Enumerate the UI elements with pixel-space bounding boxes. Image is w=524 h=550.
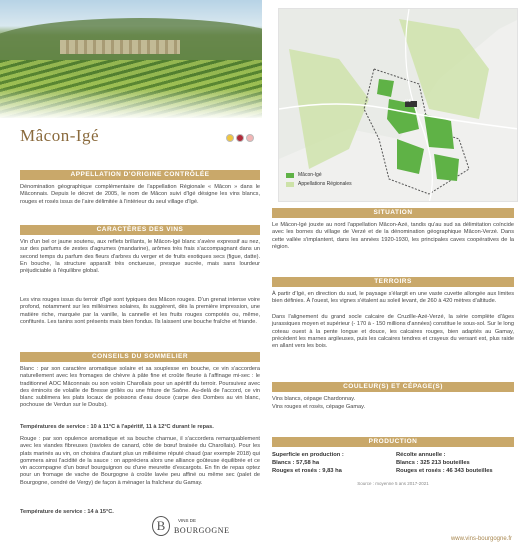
section-heading-appellation: APPELLATION D'ORIGINE CONTRÔLÉE [20, 170, 260, 180]
legend-item [286, 172, 352, 178]
conseils-blanc-text: Blanc : par son caractère aromatique solaire et sa souplesse en bouche, ce vin s'accordera naturellement avec les fromages de chèvre à pâte fine et croûte fleurie à l'affinage mi-sec : le traditionnel AOC Mâconnais ou son voisin Charollais pour un apéritif du terroir. Poursuivez avec des émincés de volaille de Bresse grillés ou une friture de Saône. Au-delà de l'accord, ce vin blanc sublimera les plats locaux de poissons d'eau douce (carpe des Dombes au vin blanc, pochouse de Verdun sur le Doubs). [20, 366, 260, 409]
production-area-rouges: Rouges et rosés : 9,83 ha [272, 468, 342, 474]
section-heading-situation: SITUATION [272, 208, 514, 218]
website-link[interactable]: www.vins-bourgogne.fr [450, 536, 512, 542]
terroirs-text-2: Dans l'alignement du grand socle calcaire de Cruzille-Azé-Verzé, la série complète d'âges jurassiques moyen et supérieur (- 170 à - 150 millions d'années) constitue le sous-sol. Sur le long coteau ouest à la pente longue et douce, les calcaires rouges, bien adaptés au Gamay, précèdent les marnes argileuses, puis les calcaires tendres et crayeux du versant est, plus raide en allant vers les bois. [272, 314, 514, 350]
white-wine-icon [226, 134, 234, 142]
section-heading-caracteres: CARACTÈRES DES VINS [20, 225, 260, 235]
appellation-text: Dénomination géographique complémentaire de l'appellation Régionale « Mâcon » dans le Mâconnais. Depuis le décret de 2005, le nom de Mâcon suivi d'Igé désigne les vins blancs, rouges et rosés issus de l'aire délimitée à l'intérieur du seul village d'Igé. [20, 184, 260, 205]
conseils-rouge-text: Rouge : par son opulence aromatique et sa bouche charnue, il s'accordera remarquablement avec les viandes fibreuses (ravioles de canard, côte de bœuf braisée du Charollais). Pour les plats marinés au vin, on choisira d'autant plus un millésime réputé chaud (par exemple 2018) qui gommera ainsi l'acidité de la sauce : on appréciera alors une alliance goûteuse équilibrée et ce vin accompagne d'un bœuf bourguignon ou d'une meurette d'escargots. En fin de repas optez pour un fromage de vache de Bourgogne à croûte lavée peu affiné ou même sec (palet de Bourgogne, cendré de Vergy) de façon à ménager la fraîcheur du Gamay. [20, 436, 260, 486]
conseils-blanc-temp: Températures de service : 10 à 11°C à l'apéritif, 11 à 12°C durant le repas. [20, 424, 214, 430]
rose-wine-icon [246, 134, 254, 142]
legend-label: Mâcon-Igé [298, 172, 322, 178]
wine-color-icons [226, 134, 254, 142]
map-legend [286, 172, 352, 190]
production-source: Source : moyenne 5 ans 2017-2021 [357, 481, 429, 486]
vineyard-photo [0, 0, 262, 118]
page-title: Mâcon-Igé [20, 126, 100, 145]
photo-fade [0, 88, 262, 118]
cepages-line-rouge: Vins rouges et rosés, cépage Gamay. [272, 404, 366, 410]
production-area-title: Superficie en production : [272, 452, 344, 458]
bourgogne-b-icon: B [152, 516, 170, 536]
legend-item [286, 181, 352, 187]
production-harvest-rouges: Rouges et rosés : 46 343 bouteilles [396, 468, 493, 474]
terroirs-text-1: À partir d'Igé, en direction du sud, le paysage s'élargit en une vaste cuvette allongée aux limites bien définies. À l'ouest, les vignes s'étalent au soleil levant, de 260 à 420 mètres d'altitude. [272, 291, 514, 305]
production-harvest-blancs: Blancs : 325 213 bouteilles [396, 460, 470, 466]
situation-text: Le Mâcon-Igé jouxte au nord l'appellation Mâcon-Azé, tandis qu'au sud sa délimitation coïncide avec les bornes du village de Verzé et de la dénomination géographique Mâcon-Verzé. Dans cette vallée s'implantent, dans les années 1920-1930, les principales caves coopératives de la région. [272, 222, 514, 250]
production-area-blancs: Blancs : 57,58 ha [272, 460, 320, 466]
caracteres-text-blanc: Vin d'un bel or jaune soutenu, aux reflets brillants, le Mâcon-Igé blanc s'avère expressif au nez, sur des parfums de zestes d'agrumes (mandarine), arômes très frais s'accompagnant dans un second temps du parfum des fleurs d'arbres du verger et de fruits exotiques secs (figue, datte). En bouche, la structure apparaît très onctueuse, presque sucrée, mais sans lourdeur préjudiciable à l'équilibre global. [20, 239, 260, 275]
section-heading-cepages: COULEUR(S) ET CÉPAGE(S) [272, 382, 514, 392]
conseils-rouge-temp: Température de service : 14 à 15°C. [20, 509, 114, 515]
production-harvest-title: Récolte annuelle : [396, 452, 446, 458]
logo-small-text: VINS DE [178, 518, 197, 523]
village-shape [60, 40, 180, 54]
red-wine-icon [236, 134, 244, 142]
caracteres-text-rouge: Les vins rouges issus du terroir d'Igé sont typiques des Mâcon rouges. D'un grenat intense voire profond, notamment sur les millésimes solaires, ils suggèrent, dès la première impression, une matière riche, marquée par la vanille, la cannelle et les fruits rouges compotés ou, même, confiturés. Les tanins sont présents mais bien fondus. Ils laissent une bouche fraîche et friande. [20, 297, 260, 325]
legend-label: Appellations Régionales [298, 181, 352, 187]
vins-de-bourgogne-logo [152, 512, 240, 542]
section-heading-production: PRODUCTION [272, 437, 514, 447]
map-marker-label: IGÉ [405, 99, 412, 103]
title-block [20, 124, 260, 158]
logo-big-text: BOURGOGNE [174, 526, 230, 535]
legend-swatch [286, 182, 294, 187]
legend-swatch [286, 173, 294, 178]
cepages-line-blanc: Vins blancs, cépage Chardonnay. [272, 396, 356, 402]
section-heading-conseils: CONSEILS DU SOMMELIER [20, 352, 260, 362]
section-heading-terroirs: TERROIRS [272, 277, 514, 287]
